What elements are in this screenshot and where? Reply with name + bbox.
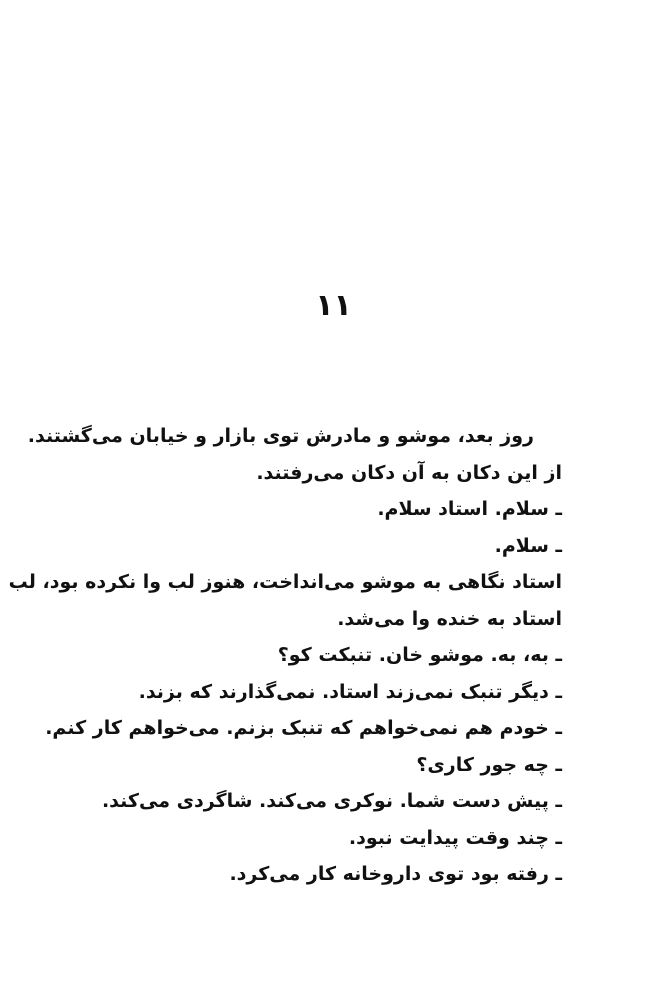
dialogue-line: ـ دیگر تنبک نمی‌زند استاد. نمی‌گذارند که بزند.: [138, 680, 562, 703]
paragraph-line: از این دکان به آن دکان می‌رفتند.: [256, 461, 562, 484]
chapter-body: [8, 418, 562, 893]
dialogue-line: ـ خودم هم نمی‌خواهم که تنبک بزنم. می‌خواهم کار کنم.: [45, 717, 562, 739]
paragraph-line: روز بعد، موشو و مادرش توی بازار و خیابان می‌گشتند.: [27, 425, 534, 447]
dialogue-line: ـ چند وقت پیدایت نبود.: [348, 826, 562, 849]
paragraph-line: استاد نگاهی به موشو می‌انداخت، هنوز لب وا نکرده بود، لب: [8, 571, 562, 593]
dialogue-line: ـ چه جور کاری؟: [416, 753, 562, 776]
paragraph-line: استاد به خنده وا می‌شد.: [337, 607, 562, 630]
dialogue-line: ـ رفته بود توی داروخانه کار می‌کرد.: [229, 863, 562, 885]
dialogue-line: ـ به، به. موشو خان. تنبکت کو؟: [277, 644, 562, 666]
chapter-number: ۱۱: [315, 288, 352, 323]
dialogue-line: ـ پیش دست شما. نوکری می‌کند. شاگردی می‌کند.: [101, 790, 562, 812]
dialogue-line: ـ سلام. استاد سلام.: [377, 498, 562, 520]
dialogue-line: ـ سلام.: [494, 534, 562, 557]
